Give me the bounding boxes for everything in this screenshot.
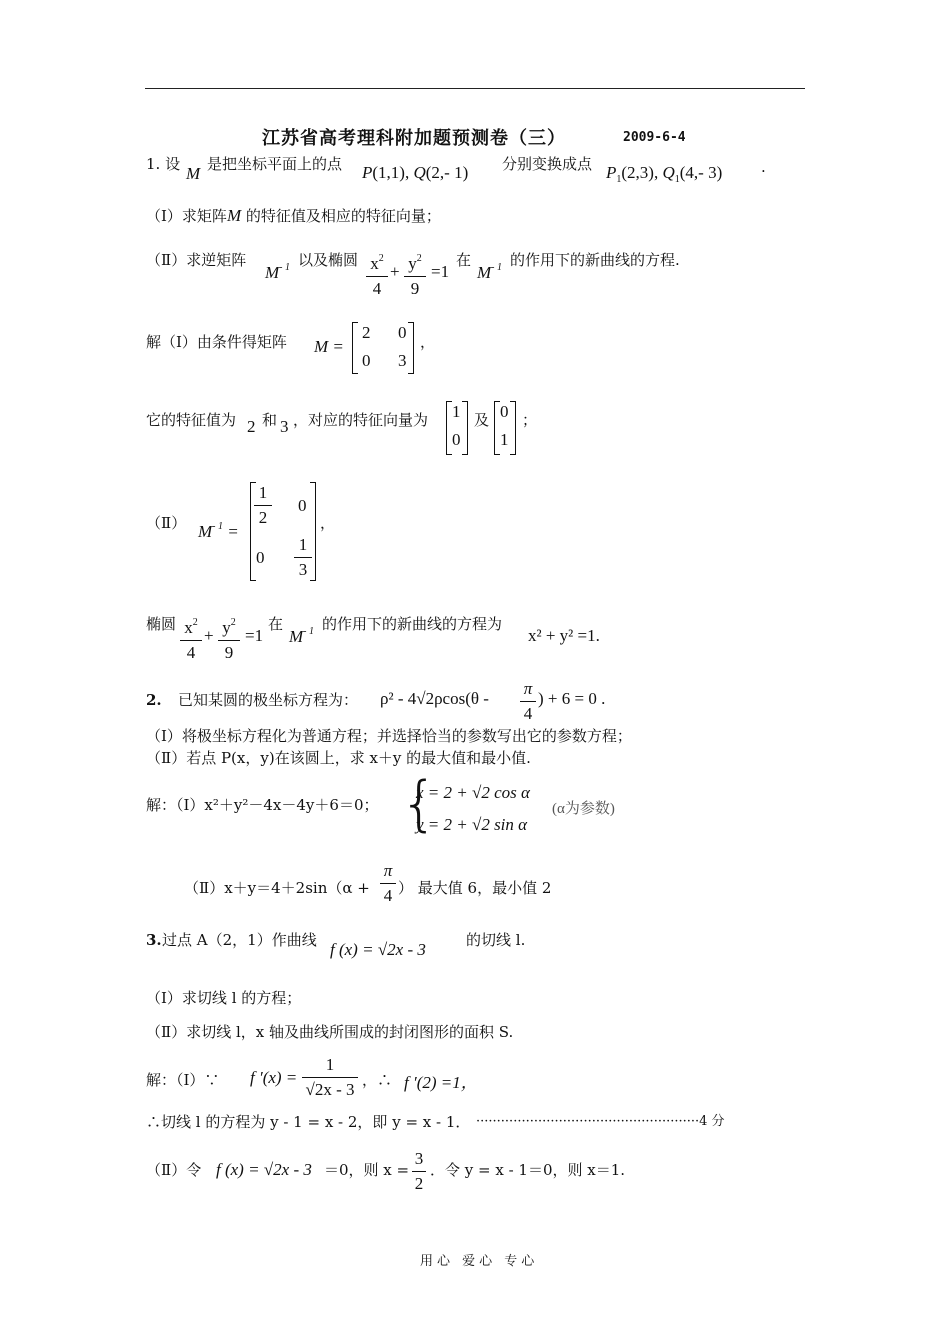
q1-points: P(1,1), Q(2,- 1)	[362, 163, 469, 182]
q3-sol1: 解：（Ⅰ）∵	[146, 1071, 220, 1089]
vec-cell: 1	[500, 430, 509, 449]
sol1-M: M =	[314, 337, 344, 356]
frac-y2-9: $y^2$ 9	[404, 248, 426, 300]
q1-sol2: （Ⅱ）	[146, 514, 187, 532]
eig-val-2: 3	[280, 417, 289, 436]
vec-cell: 0	[452, 430, 461, 449]
q1-text2: 分别变换成点	[502, 155, 593, 173]
sol2-Minv: $M^{- 1}$ =	[198, 521, 239, 541]
matrix-cell: 0	[362, 351, 371, 370]
q2-p2: （Ⅱ）若点 P(x，y)在该圆上，求 x＋y 的最大值和最小值.	[146, 749, 531, 767]
q1-part1: （Ⅰ）求矩阵M 的特征值及相应的特征向量；	[146, 206, 441, 225]
q1-sol1: 解（Ⅰ）由条件得矩阵	[146, 333, 287, 351]
frac-third: 1 3	[294, 534, 312, 581]
q2-p1: （Ⅰ）将极坐标方程化为普通方程；并选择恰当的参数写出它的参数方程；	[146, 727, 632, 745]
q2-num: 2.	[146, 691, 162, 709]
brace-icon: {	[400, 769, 439, 839]
q1-text1: 是把坐标平面上的点	[207, 155, 343, 173]
q1-targets: $P_1(2,3)$, $Q_1(4,-$ 3)	[606, 163, 723, 185]
page-footer: 用心 爱心 专心	[420, 1254, 539, 1269]
q2-eq: ρ² - 4√2ρcos(θ -	[380, 689, 489, 708]
q1-result: x² + y² =1.	[528, 626, 600, 645]
q2-sol2-end: ） 最大值 6，最小值 2	[398, 879, 552, 897]
page-date: 2009-6-4	[623, 130, 686, 145]
vec-cell: 0	[500, 402, 509, 421]
frac-half: 1 2	[254, 482, 272, 529]
q3-num: 3.	[146, 931, 162, 949]
q3-score: ······················································4 分	[476, 1114, 725, 1129]
q2-param1: x = 2 + √2 cos α	[416, 783, 530, 802]
matrix-cell: 2	[362, 323, 371, 342]
q3-p1: （Ⅰ）求切线 l 的方程；	[146, 989, 302, 1007]
q2-param2: y = 2 + √2 sin α	[416, 815, 528, 834]
q3-text2: 的切线 l.	[466, 931, 526, 949]
q1-part2c: 在	[456, 251, 472, 269]
frac-x2-4: $x^2$ 4	[366, 248, 388, 300]
q1-dot: .	[761, 158, 766, 176]
header-rule	[145, 88, 805, 89]
q3-line: ∴切线 l 的方程为 y - 1 = x - 2，即 y = x - 1．	[146, 1113, 471, 1131]
q1-Minv-1: $M^{- 1}$	[265, 262, 291, 282]
q2-sol2: （Ⅱ）x＋y＝4＋2sin（α +	[184, 879, 370, 897]
q3-text: 过点 A（2，1）作曲线	[162, 931, 317, 949]
eig-val-1: 2	[247, 417, 256, 436]
q3-sol2: （Ⅱ）令	[146, 1161, 202, 1179]
page-title: 江苏省高考理科附加题预测卷（三）	[262, 128, 566, 149]
q2-sol: 解：（Ⅰ）x²＋y²－4x－4y＋6＝0；	[146, 796, 379, 814]
q3-p2: （Ⅱ）求切线 l，x 轴及曲线所围成的封闭图形的面积 S.	[146, 1023, 514, 1041]
vec-cell: 1	[452, 402, 461, 421]
q3-fx: f (x) = √2x - 3	[330, 940, 426, 959]
q2-text: 已知某圆的极坐标方程为：	[178, 691, 359, 709]
q1-Minv-2: $M^{- 1}$	[477, 262, 503, 282]
matrix-cell: 0	[398, 323, 407, 342]
q1-line1: 1. 设	[146, 155, 181, 173]
q2-param-note: (α为参数)	[552, 801, 615, 817]
q1-eig: 它的特征值为	[146, 411, 237, 429]
q1-M: M	[186, 164, 201, 183]
q1-part2d: 的作用下的新曲线的方程.	[510, 251, 680, 269]
q1-part2: （Ⅱ）求逆矩阵	[146, 251, 247, 269]
q1-part2b: 以及椭圆	[298, 251, 359, 269]
q1-ellipse: 椭圆	[146, 615, 177, 633]
frac-deriv: 1 √2x - 3	[302, 1054, 358, 1101]
matrix-cell: 3	[398, 351, 407, 370]
